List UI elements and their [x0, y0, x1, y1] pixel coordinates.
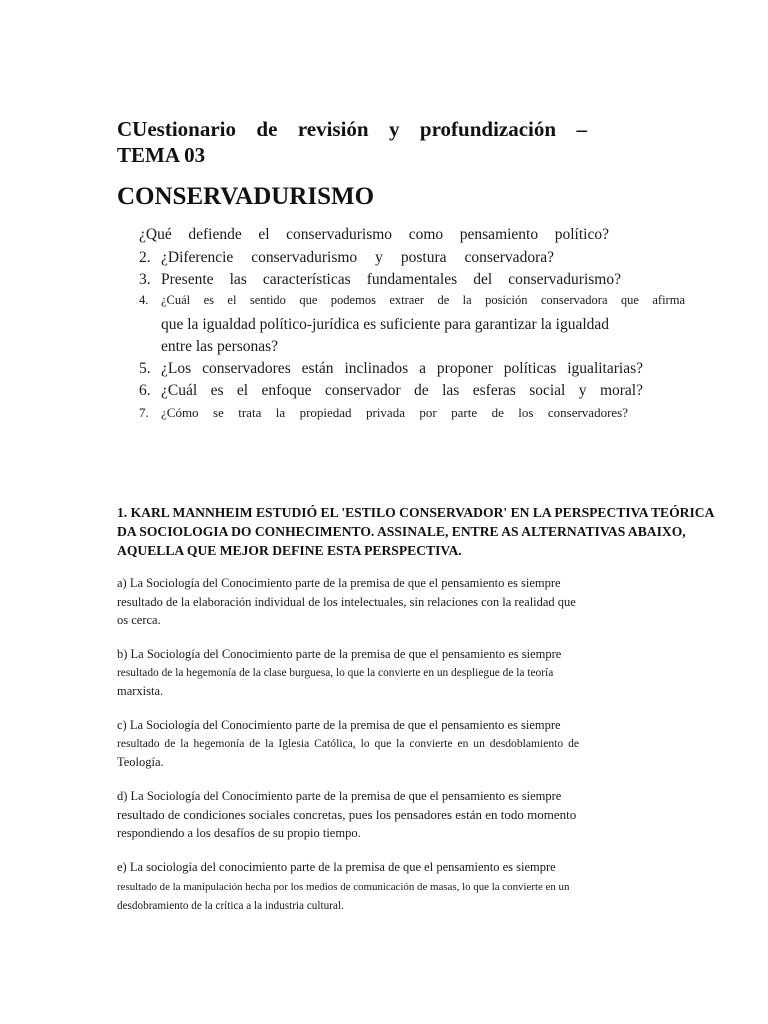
document-title: CUestionario de revisión y profundización –	[117, 117, 587, 141]
question-text: Presente las características fundamentales del conservadurismo?	[161, 271, 621, 288]
section-title-line: DA SOCIOLOGIA DO CONHECIMENTO. ASSINALE, ENTRE AS ALTERNATIVAS ABAIXO,	[117, 524, 686, 539]
option-line: b) La Sociología del Conocimiento parte de la premisa de que el pensamiento es siempre	[117, 647, 562, 661]
question-6	[139, 382, 643, 400]
question-4	[139, 293, 685, 308]
question-number: 5.	[139, 360, 151, 377]
option-line: resultado de condiciones sociales concretas, pues los pensadores están en todo momento	[117, 806, 577, 822]
question-text: ¿Los conservadores están inclinados a proponer políticas igualitarias?	[161, 360, 643, 377]
option-line: marxista.	[117, 684, 164, 698]
section-title-line: AQUELLA QUE MEJOR DEFINE ESTA PERSPECTIVA.	[117, 543, 462, 558]
option-line: os cerca.	[117, 613, 161, 627]
option-line: resultado de la elaboración individual de los intelectuales, sin relaciones con la realidad que	[117, 594, 576, 609]
question-text: ¿Diferencie conservadurismo y postura conservadora?	[161, 249, 554, 266]
option-line: a) La Sociología del Conocimiento parte de la premisa de que el pensamiento es siempre	[117, 576, 561, 590]
question-section-title	[117, 503, 762, 560]
option-d	[117, 787, 576, 843]
question-text: ¿Qué defiende el conservadurismo como pensamiento político?	[139, 226, 609, 243]
option-c	[117, 716, 579, 772]
question-3	[139, 271, 621, 289]
question-number: 3.	[139, 271, 151, 288]
question-text: ¿Cuál es el sentido que podemos extraer de la posición conservadora que afirma	[161, 293, 685, 307]
option-a	[117, 574, 576, 630]
option-b	[117, 645, 561, 701]
question-number: 4.	[139, 293, 149, 307]
question-4-continuation: entre las personas?	[161, 338, 279, 355]
option-line: e) La sociología del conocimiento parte de la premisa de que el pensamiento es siempre	[117, 860, 556, 874]
option-line: Teología.	[117, 755, 164, 769]
option-line: c) La Sociología del Conocimiento parte de la premisa de que el pensamiento es siempre	[117, 718, 561, 732]
question-text: ¿Cómo se trata la propiedad privada por parte de los conservadores?	[161, 405, 628, 420]
question-number: 6.	[139, 382, 151, 399]
option-line: resultado de la hegemonía de la Iglesia Católica, lo que la convierte en un desdoblamiento de	[117, 736, 580, 750]
question-number: 7.	[139, 405, 149, 420]
section-title-line: 1. KARL MANNHEIM ESTUDIÓ EL 'ESTILO CONSERVADOR' EN LA PERSPECTIVA TEÓRICA	[117, 505, 715, 520]
option-line: respondiendo a los desafíos de su propio tiempo.	[117, 826, 361, 840]
option-e	[117, 858, 569, 917]
question-2	[139, 249, 554, 267]
option-line: desdobramiento de la crítica a la industria cultural.	[117, 900, 344, 912]
question-7	[139, 405, 628, 421]
question-4-continuation: que la igualdad político-jurídica es suficiente para garantizar la igualdad	[161, 316, 610, 333]
option-line: resultado de la hegemonía de la clase burguesa, lo que la convierte en un despliegue de la teoría	[117, 666, 554, 679]
question-text: ¿Cuál es el enfoque conservador de las esferas social y moral?	[161, 382, 643, 399]
question-1	[139, 226, 609, 244]
question-5	[139, 360, 643, 378]
topic-heading: CONSERVADURISMO	[117, 183, 375, 210]
option-line: d) La Sociología del Conocimiento parte de la premisa de que el pensamiento es siempre	[117, 789, 562, 803]
option-line: resultado de la manipulación hecha por los medios de comunicación de masas, lo que la convierte en un	[117, 880, 570, 893]
question-number: 2.	[139, 249, 151, 266]
document-subtitle: TEMA 03	[117, 143, 206, 167]
